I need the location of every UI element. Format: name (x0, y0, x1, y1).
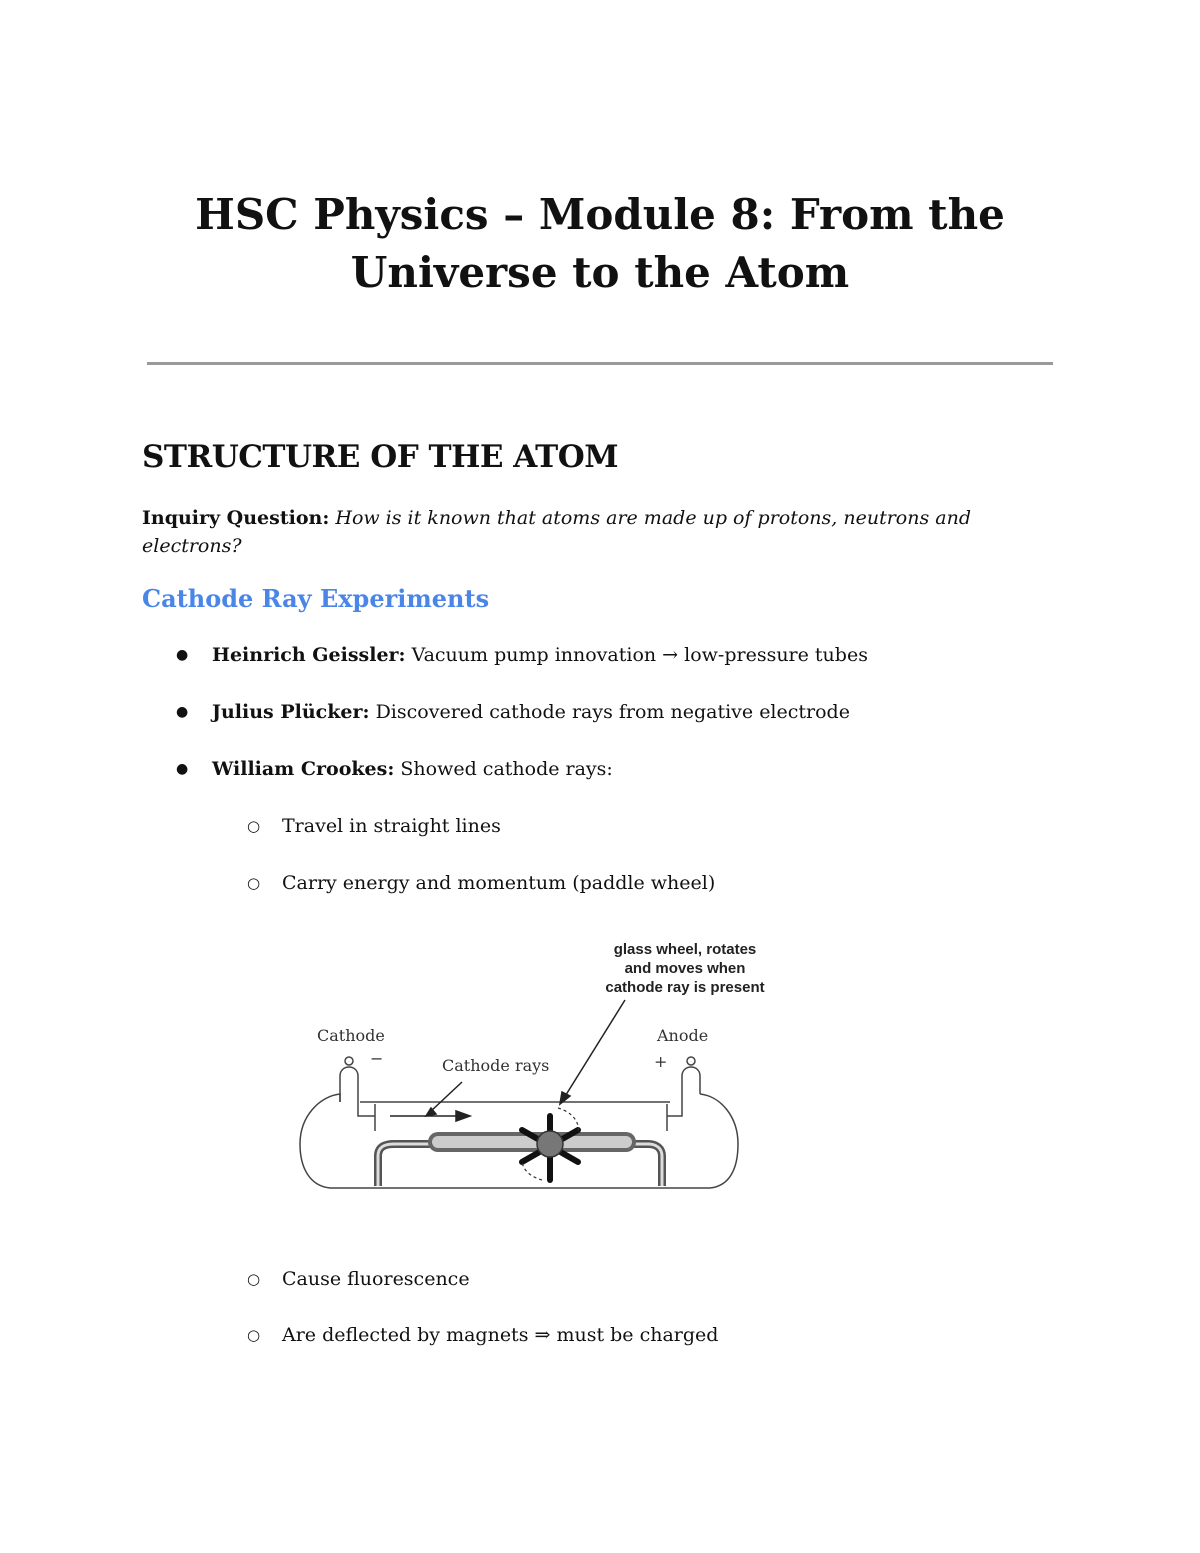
inquiry-label: Inquiry Question: (142, 507, 330, 529)
sub-bullet-circle: ○ (247, 1270, 261, 1288)
anode-electrode (667, 1057, 700, 1131)
cathode-rays-label: Cathode rays (442, 1056, 550, 1075)
bullet-name: Heinrich Geissler: (212, 644, 406, 666)
section-heading: STRUCTURE OF THE ATOM (142, 439, 619, 475)
cathode-electrode (340, 1057, 375, 1131)
minus-sign: − (370, 1049, 384, 1068)
title-line-1: HSC Physics – Module 8: From the (195, 190, 1005, 239)
sub-list-item: Carry energy and momentum (paddle wheel) (282, 872, 716, 894)
sub-list-item: Travel in straight lines (282, 815, 501, 837)
bullet-name: William Crookes: (212, 758, 395, 780)
bullet-text: Showed cathode rays: (394, 758, 613, 780)
list-item (212, 755, 613, 783)
bullet-text: Discovered cathode rays from negative electrode (369, 701, 850, 723)
sub-bullet-circle: ○ (247, 817, 261, 835)
list-item (212, 641, 868, 669)
annotation-line-1: glass wheel, rotates (613, 941, 757, 958)
sub-list-item: Are deflected by magnets ⇒ must be charged (282, 1324, 719, 1346)
inquiry-question (142, 504, 1042, 560)
anode-label: Anode (657, 1026, 709, 1045)
subsection-heading: Cathode Ray Experiments (142, 584, 490, 613)
annotation-line-2: and moves when (624, 960, 746, 977)
bullet-dot: ● (176, 761, 189, 777)
inquiry-text: How is it known that atoms are made up of protons, neutrons and electrons? (142, 507, 972, 557)
sub-bullet-circle: ○ (247, 874, 261, 892)
bullet-dot: ● (176, 704, 189, 720)
bullet-dot: ● (176, 647, 189, 663)
title-line-2: Universe to the Atom (350, 248, 850, 297)
horizontal-rule (147, 362, 1053, 365)
bullet-name: Julius Plücker: (212, 701, 370, 723)
cathode-ray-tube-diagram (290, 936, 790, 1198)
sub-bullet-circle: ○ (247, 1326, 261, 1344)
list-item (212, 698, 850, 726)
bullet-text: Vacuum pump innovation → low-pressure tubes (405, 644, 868, 666)
document-title (0, 186, 1200, 302)
sub-list-item: Cause fluorescence (282, 1268, 470, 1290)
wheel-hub (537, 1131, 563, 1157)
annotation-line-3: cathode ray is present (605, 979, 765, 996)
cathode-label: Cathode (317, 1026, 385, 1045)
plus-sign: + (654, 1052, 668, 1071)
